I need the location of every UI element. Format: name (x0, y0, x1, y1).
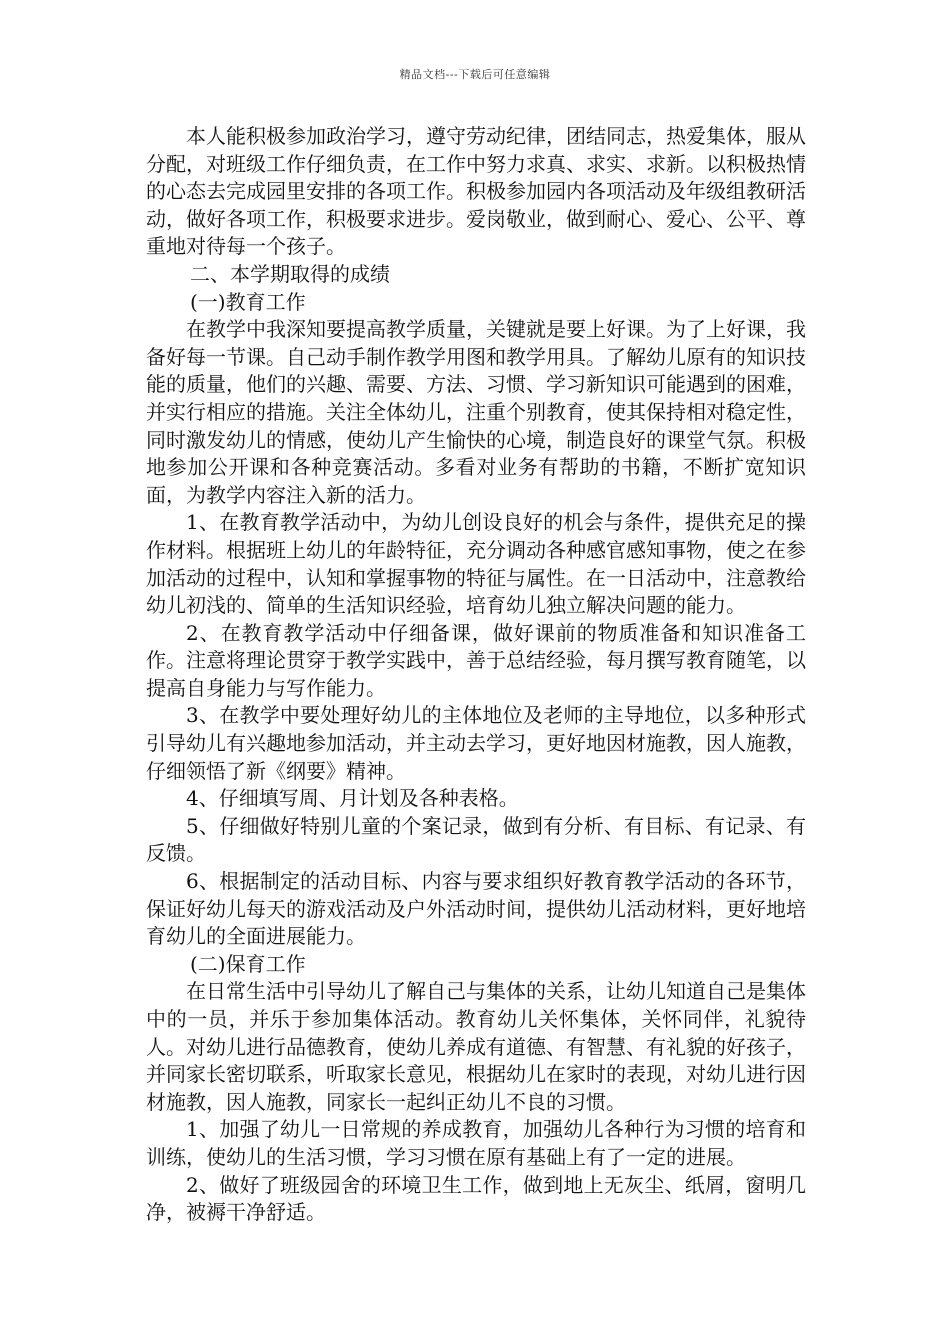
list-item-education-2: 2、在教育教学活动中仔细备课，做好课前的物质准备和知识准备工作。注意将理论贯穿于教学实践中，善于总结经验，每月撰写教育随笔，以提高自身能力与写作能力。 (146, 620, 806, 700)
list-item-education-1: 1、在教育教学活动中，为幼儿创设良好的机会与条件，提供充足的操作材料。根据班上幼儿的年龄特征，充分调动各种感官感知事物，使之在参加活动的过程中，认知和掌握事物的特征与属性。在一日活动中，注意教给幼儿初浅的、简单的生活知识经验，培育幼儿独立解决问题的能力。 (146, 510, 806, 618)
list-item-education-6: 6、根据制定的活动目标、内容与要求组织好教育教学活动的各环节，保证好幼儿每天的游戏活动及户外活动时间，提供幼儿活动材料，更好地培育幼儿的全面进展能力。 (146, 869, 806, 949)
paragraph-care: 在日常生活中引导幼儿了解自己与集体的关系，让幼儿知道自己是集体中的一员，并乐于参加集体活动。教育幼儿关怀集体，关怀同伴，礼貌待人。对幼儿进行品德教育，使幼儿养成有道德、有智慧、有礼貌的好孩子，并同家长密切联系，听取家长意见，根据幼儿在家时的表现，对幼儿进行因材施教，因人施教，同家长一起纠正幼儿不良的习惯。 (146, 979, 806, 1114)
page-header: 精品文档---下载后可任意编辑 (399, 68, 551, 81)
section-heading-achievements: 二、本学期取得的成绩 (190, 261, 390, 286)
list-item-care-1: 1、加强了幼儿一日常规的养成教育，加强幼儿各种行为习惯的培育和训练，使幼儿的生活习惯，学习习惯在原有基础上有了一定的进展。 (146, 1117, 806, 1169)
list-item-education-5: 5、仔细做好特别儿童的个案记录，做到有分析、有目标、有记录、有反馈。 (146, 813, 806, 866)
paragraph-education: 在教学中我深知要提高教学质量，关键就是要上好课。为了上好课，我备好每一节课。自己动手制作教学用图和教学用具。了解幼儿原有的知识技能的质量，他们的兴趣、需要、方法、习惯、学习新知识可能遇到的困难，并实行相应的措施。关注全体幼儿，注重个别教育，使其保持相对稳定性，同时激发幼儿的情感，使幼儿产生愉快的心境，制造良好的课堂气氛。积极地参加公开课和各种竞赛活动。多看对业务有帮助的书籍，不断扩宽知识面，为教学内容注入新的活力。 (146, 317, 806, 507)
paragraph-intro: 本人能积极参加政治学习，遵守劳动纪律，团结同志，热爱集体，服从分配，对班级工作仔细负责，在工作中努力求真、求实、求新。以积极热情的心态去完成园里安排的各项工作。积极参加园内各项活动及年级组教研活动，做好各项工作，积极要求进步。爱岗敬业，做到耐心、爱心、公平、尊重地对待每一个孩子。 (146, 124, 806, 259)
list-item-care-2: 2、做好了班级园舍的环境卫生工作，做到地上无灰尘、纸屑，窗明几净，被褥干净舒适。 (146, 1172, 806, 1225)
document-body (146, 123, 806, 1227)
list-item-education-3: 3、在教学中要处理好幼儿的主体地位及老师的主导地位，以多种形式引导幼儿有兴趣地参加活动，并主动去学习，更好地因材施教，因人施教，仔细领悟了新《纲要》精神。 (146, 703, 806, 783)
subsection-heading-care: (二)保育工作 (190, 951, 306, 976)
subsection-heading-education: (一)教育工作 (190, 289, 306, 314)
list-item-education-4: 4、仔细填写周、月计划及各种表格。 (186, 786, 519, 811)
